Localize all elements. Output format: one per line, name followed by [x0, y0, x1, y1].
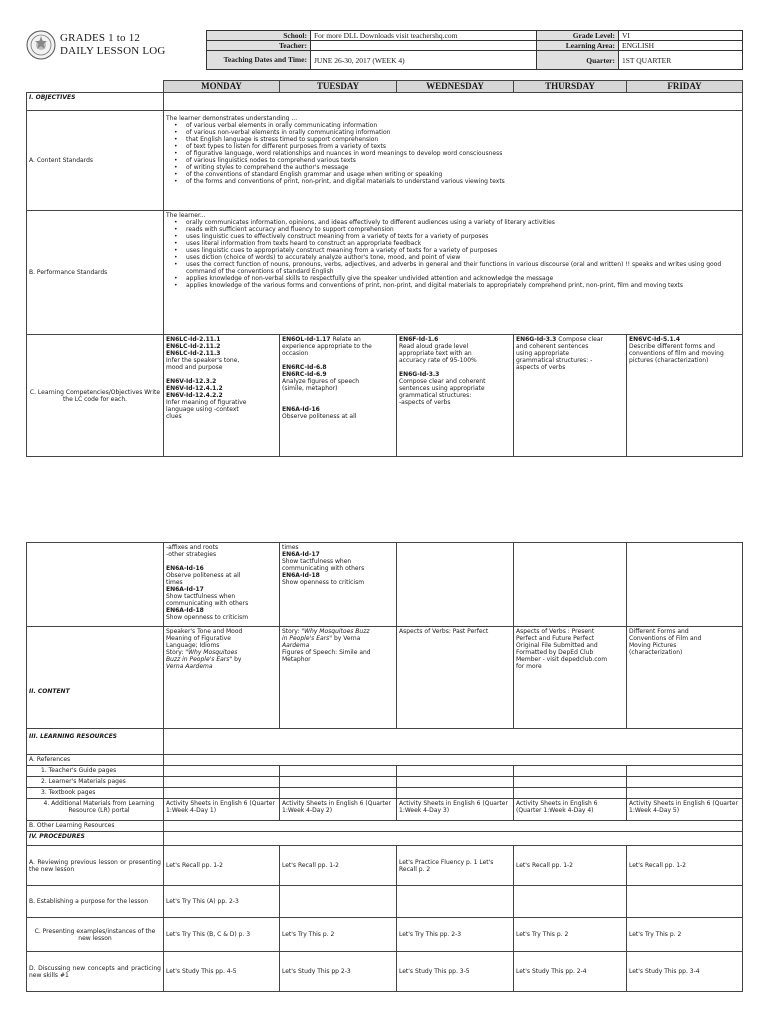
- day-monday: MONDAY: [164, 81, 280, 93]
- page-header: [26, 30, 742, 71]
- competency-continued-tuesday: [280, 543, 397, 627]
- competency-line: Infer meaning of figurative: [166, 399, 247, 406]
- performance-standards-cell: [164, 211, 743, 335]
- performance-standards-row: [27, 211, 743, 335]
- tg-thursday: [514, 766, 627, 777]
- procedure-c-tuesday: Let's Try This p. 2: [280, 918, 397, 952]
- procedure-row-a: [27, 846, 743, 886]
- lm-tuesday: [280, 777, 397, 788]
- competency-line: EN6F-Id-1.6: [399, 336, 439, 343]
- procedures-heading-blank: [164, 832, 743, 846]
- competency-line: Observe politeness at all: [282, 413, 357, 420]
- procedure-c-thursday: Let's Try This p. 2: [514, 918, 627, 952]
- procedure-label-a: A. Reviewing previous lesson or presenting the new lesson: [27, 846, 164, 886]
- competency-line: Show tactfulness when: [282, 558, 352, 565]
- tg-monday: [164, 766, 280, 777]
- competency-line: pictures (characterization): [629, 357, 709, 364]
- competency-line: mood and purpose: [166, 364, 223, 371]
- competency-line: EN6A-Id-17: [282, 551, 320, 558]
- performance-standard-item: • uses diction (choice of words) to accurately analyze author's tone, mood, and point of view: [186, 254, 740, 261]
- procedure-c-friday: Let's Try This p. 2: [627, 918, 743, 952]
- content-line: Different Forms and: [629, 628, 689, 635]
- content-line: Original File Submitted and: [516, 642, 598, 649]
- content-line: Language; Idioms: [166, 642, 220, 649]
- grade-level-label: Grade Level:: [537, 31, 619, 41]
- content-line: (characterization): [629, 649, 683, 656]
- procedure-d-tuesday: Let's Study This pp 2-3: [280, 952, 397, 992]
- procedure-d-monday: Let's Study This pp. 4-5: [164, 952, 280, 992]
- additional-monday: Activity Sheets in English 6 (Quarter 1:Week 4-Day 1): [164, 799, 280, 821]
- tb-monday: [164, 788, 280, 799]
- competency-line: Show tactfulness when: [166, 593, 236, 600]
- content-line: Aspects of Verbs: Past Perfect: [399, 628, 489, 635]
- content-line: Member - visit depedclub.com: [516, 656, 608, 663]
- competency-friday: [627, 335, 743, 457]
- log-title-line2: DAILY LESSON LOG: [60, 45, 166, 57]
- competency-line: Show openness to criticism: [166, 614, 249, 621]
- competency-line: Infer the speaker's tone,: [166, 357, 240, 364]
- competency-line: times: [282, 544, 299, 551]
- content-monday: [164, 627, 280, 729]
- competency-line: EN6LC-Id-2.11.3: [166, 350, 221, 357]
- procedure-b-friday: [627, 886, 743, 918]
- tb-friday: [627, 788, 743, 799]
- content-tuesday: [280, 627, 397, 729]
- competency-line: [282, 399, 394, 406]
- day-header-row: [27, 81, 743, 93]
- competency-line: Show openness to criticism: [282, 579, 365, 586]
- content-standards-cell: [164, 111, 743, 211]
- procedures-heading: IV. PROCEDURES: [27, 832, 164, 846]
- competencies-continued-row: [27, 543, 743, 627]
- learners-materials-row: [27, 777, 743, 788]
- references-row: [27, 755, 743, 766]
- procedure-b-wednesday: [397, 886, 514, 918]
- content-row: [27, 627, 743, 729]
- competency-line: EN6A-Id-16: [282, 406, 320, 413]
- resources-heading-blank: [164, 729, 743, 755]
- deped-seal-icon: [26, 30, 56, 60]
- tb-thursday: [514, 788, 627, 799]
- competency-line: communicating with others: [282, 565, 365, 572]
- content-wednesday: [397, 627, 514, 729]
- performance-standard-item: • applies knowledge of the various forms and conventions of print, non-print, and digital materials to appropriately comprehend print, non-print, film and moving texts: [186, 282, 740, 289]
- performance-standard-item: • uses linguistic cues to appropriately construct meaning from a variety of texts for a variety of purposes: [186, 247, 740, 254]
- content-line: Buzz in People's Ears" by: [166, 656, 242, 663]
- content-line: Moving Pictures: [629, 642, 677, 649]
- competency-line: conventions of film and moving: [629, 350, 724, 357]
- competency-line: EN6V-Id-12.4.2.2: [166, 392, 223, 399]
- competency-line: EN6G-Id-3.3: [399, 371, 440, 378]
- competency-line: language using -context: [166, 406, 239, 413]
- competencies-continued-label: [27, 543, 164, 627]
- content-line: Aspects of Verbs : Present: [516, 628, 595, 635]
- lm-monday: [164, 777, 280, 788]
- competency-line: EN6V-Id-12.4.1.2: [166, 385, 223, 392]
- competency-line: EN6LC-Id-2.11.2: [166, 343, 221, 350]
- competency-line: EN6LC-Id-2.11.1: [166, 336, 221, 343]
- competency-line: grammatical structures: -: [516, 357, 593, 364]
- competency-line: [282, 357, 394, 364]
- textbook-label: 3. Textbook pages: [27, 788, 164, 799]
- competency-tuesday: [280, 335, 397, 457]
- tb-tuesday: [280, 788, 397, 799]
- content-friday: [627, 627, 743, 729]
- school-value: For more DLL Downloads visit teachershq.com: [311, 31, 537, 41]
- procedure-a-friday: Let's Recall pp. 1-2: [627, 846, 743, 886]
- tb-wednesday: [397, 788, 514, 799]
- competency-line: experience appropriate to the: [282, 343, 372, 350]
- content-standard-item: • of text types to listen for different purposes from a variety of texts: [186, 143, 740, 150]
- content-line: Conventions of Film and: [629, 635, 702, 642]
- competency-line: sentences using appropriate: [399, 385, 485, 392]
- procedure-label-c: C. Presenting examples/instances of the new lesson: [27, 918, 164, 952]
- competency-line: EN6A-Id-18: [282, 572, 320, 579]
- references-blank: [164, 755, 743, 766]
- performance-standards-list: [166, 219, 740, 289]
- teachers-guide-label: 1. Teacher's Guide pages: [27, 766, 164, 777]
- competency-line: Analyze figures of speech: [282, 378, 360, 385]
- procedure-row-b: [27, 886, 743, 918]
- content-label: II. CONTENT: [27, 627, 164, 729]
- other-resources-row: [27, 821, 743, 832]
- day-wednesday: WEDNESDAY: [397, 81, 514, 93]
- additional-materials-row: [27, 799, 743, 821]
- content-standard-item: • of writing styles to comprehend the author's message: [186, 164, 740, 171]
- objectives-row: [27, 93, 743, 111]
- day-thursday: THURSDAY: [514, 81, 627, 93]
- performance-standard-item: • applies knowledge of non-verbal skills to respectfully give the speaker undivided attention and acknowledge the message: [186, 275, 740, 282]
- competency-continued-monday: [164, 543, 280, 627]
- competency-line: times: [166, 579, 183, 586]
- procedure-row-c: [27, 918, 743, 952]
- day-tuesday: TUESDAY: [280, 81, 397, 93]
- other-resources-label: B. Other Learning Resources: [27, 821, 164, 832]
- performance-standard-item: • reads with sufficient accuracy and fluency to support comprehension: [186, 226, 740, 233]
- content-line: Metaphor: [282, 656, 311, 663]
- procedure-a-monday: Let's Recall pp. 1-2: [164, 846, 280, 886]
- resources-heading-row: [27, 729, 743, 755]
- competency-line: using appropriate: [516, 350, 570, 357]
- competency-line: EN6A-Id-17: [166, 586, 204, 593]
- competency-line: EN6RC-Id-6.8: [282, 364, 327, 371]
- content-standard-item: • of the conventions of standard English grammar and usage when writing or speaking: [186, 171, 740, 178]
- content-standard-item: • that English language is stress timed to support comprehension: [186, 136, 740, 143]
- competency-line: Compose clear and coherent: [399, 378, 486, 385]
- procedure-c-wednesday: Let's Try This pp. 2-3: [397, 918, 514, 952]
- competency-line: -other strategies: [166, 551, 217, 558]
- procedure-d-friday: Let's Study This pp. 3-4: [627, 952, 743, 992]
- competency-line: appropriate text with an: [399, 350, 472, 357]
- content-standard-item: • of figurative language, word relationships and nuances in word meanings to develop word consciousness: [186, 150, 740, 157]
- competencies-row: [27, 335, 743, 457]
- lesson-table-page1: [26, 80, 743, 457]
- performance-standard-item: • orally communicates information, opinions, and ideas effectively to different audiences using a variety of literary activities: [186, 219, 740, 226]
- content-line: Perfect and Future Perfect: [516, 635, 595, 642]
- competency-line: [282, 392, 394, 399]
- competency-line: Observe politeness at all: [166, 572, 241, 579]
- quarter-value: 1ST QUARTER: [619, 51, 743, 70]
- content-line: Meaning of Figurative: [166, 635, 231, 642]
- competency-line: Describe different forms and: [629, 343, 715, 350]
- resources-heading: III. LEARNING RESOURCES: [27, 729, 164, 755]
- competency-continued-friday: [627, 543, 743, 627]
- performance-standard-item: • uses linguistic cues to effectively construct meaning from a variety of texts for a variety of purposes: [186, 233, 740, 240]
- procedure-b-thursday: [514, 886, 627, 918]
- procedure-label-d: D. Discussing new concepts and practicing new skills #1: [27, 952, 164, 992]
- objectives-blank: [164, 93, 743, 111]
- additional-materials-label: 4. Additional Materials from Learning Resource (LR) portal: [27, 799, 164, 821]
- competency-monday: [164, 335, 280, 457]
- competency-line: [166, 371, 277, 378]
- learning-area-value: ENGLISH: [619, 41, 743, 51]
- procedure-row-d: [27, 952, 743, 992]
- learners-materials-label: 2. Learner's Materials pages: [27, 777, 164, 788]
- competency-line: grammatical structures:: [399, 392, 472, 399]
- teachers-guide-row: [27, 766, 743, 777]
- content-standard-item: • of various verbal elements in orally communicating information: [186, 122, 740, 129]
- competency-line: occasion: [282, 350, 309, 357]
- competency-line: -aspects of verbs: [399, 399, 451, 406]
- competency-line: communicating with others: [166, 600, 249, 607]
- procedure-c-monday: Let's Try This (B, C & D) p. 3: [164, 918, 280, 952]
- content-line: for more: [516, 663, 542, 670]
- lm-thursday: [514, 777, 627, 788]
- procedure-a-thursday: Let's Recall pp. 1-2: [514, 846, 627, 886]
- procedure-a-tuesday: Let's Recall pp. 1-2: [280, 846, 397, 886]
- competency-line: clues: [166, 413, 182, 420]
- content-line: Formatted by DepEd Club: [516, 649, 594, 656]
- competency-line: EN6RC-Id-6.9: [282, 371, 327, 378]
- content-line: Figures of Speech: Simile and: [282, 649, 371, 656]
- competency-line: [166, 558, 277, 565]
- content-standard-item: • of various linguistics nodes to comprehend various texts: [186, 157, 740, 164]
- competency-wednesday: [397, 335, 514, 457]
- competency-line: EN6A-Id-16: [166, 565, 204, 572]
- procedure-b-monday: Let's Try This (A) pp. 2-3: [164, 886, 280, 918]
- additional-thursday: Activity Sheets in English 6 (Quarter 1:Week 4-Day 4): [514, 799, 627, 821]
- tg-tuesday: [280, 766, 397, 777]
- competency-line: EN6V-Id-12.3.2: [166, 378, 217, 385]
- competency-line: and coherent sentences: [516, 343, 589, 350]
- procedure-b-tuesday: [280, 886, 397, 918]
- competency-line: aspects of verbs: [516, 364, 566, 371]
- procedures-heading-row: [27, 832, 743, 846]
- content-line: Verna Aardema: [166, 663, 213, 670]
- competencies-label: C. Learning Competencies/Objectives Write the LC code for each.: [27, 335, 164, 457]
- performance-standards-label: B. Performance Standards: [27, 211, 164, 335]
- lm-friday: [627, 777, 743, 788]
- competency-line: [399, 364, 511, 371]
- additional-friday: Activity Sheets in English 6 (Quarter 1:Week 4-Day 5): [627, 799, 743, 821]
- day-friday: FRIDAY: [627, 81, 743, 93]
- tg-friday: [627, 766, 743, 777]
- procedure-label-b: B. Establishing a purpose for the lesson: [27, 886, 164, 918]
- procedure-d-thursday: Let's Study This pp. 2-4: [514, 952, 627, 992]
- grade-level-value: VI: [619, 31, 743, 41]
- performance-standard-item: • uses literal information from texts heard to construct an appropriate feedback: [186, 240, 740, 247]
- performance-standards-intro: The learner...: [166, 212, 206, 219]
- teaching-dates-label: Teaching Dates and Time:: [207, 51, 311, 70]
- content-standards-row: [27, 111, 743, 211]
- competency-continued-wednesday: [397, 543, 514, 627]
- textbook-row: [27, 788, 743, 799]
- school-label: School:: [207, 31, 311, 41]
- competency-line: accuracy rate of 95-100%: [399, 357, 477, 364]
- content-standards-intro: The learner demonstrates understanding ...: [166, 115, 298, 122]
- content-line: Story: "Why Mosquitoes: [166, 649, 238, 656]
- content-standards-label: A. Content Standards: [27, 111, 164, 211]
- content-line: Aardema: [282, 642, 310, 649]
- content-standards-list: [166, 122, 740, 185]
- competency-line: EN6A-Id-18: [166, 607, 204, 614]
- lesson-info-table: [206, 30, 743, 70]
- additional-wednesday: Activity Sheets in English 6 (Quarter 1:Week 4-Day 3): [397, 799, 514, 821]
- log-title: [60, 32, 230, 58]
- content-thursday: [514, 627, 627, 729]
- tg-wednesday: [397, 766, 514, 777]
- corner-cell: [27, 81, 164, 93]
- lesson-table-page2: [26, 542, 743, 992]
- competency-line: Read aloud grade level: [399, 343, 469, 350]
- competency-line: -affixes and roots: [166, 544, 219, 551]
- content-line: Speaker's Tone and Mood: [166, 628, 243, 635]
- teaching-dates-value: JUNE 26-30, 2017 (WEEK 4): [311, 51, 537, 70]
- teacher-label: Teacher:: [207, 41, 311, 51]
- additional-tuesday: Activity Sheets in English 6 (Quarter 1:Week 4-Day 2): [280, 799, 397, 821]
- competency-thursday: [514, 335, 627, 457]
- content-line: Story: "Why Mosquitoes Buzz: [282, 628, 370, 635]
- teacher-value: [311, 41, 537, 51]
- log-title-line1: GRADES 1 to 12: [60, 32, 141, 44]
- performance-standard-item: • uses the correct function of nouns, pronouns, verbs, adjectives, and adverbs in general and their functions in various discourse (oral and written) !! speaks and writes using good command of the conventions of standard English: [186, 261, 740, 275]
- other-resources-blank: [164, 821, 743, 832]
- competency-line: (simile, metaphor): [282, 385, 338, 392]
- content-line: in People's Ears" by Verna: [282, 635, 361, 642]
- learning-area-label: Learning Area:: [537, 41, 619, 51]
- procedure-a-wednesday: Let's Practice Fluency p. 1 Let's Recall p. 2: [397, 846, 514, 886]
- competency-line: EN6G-Id-3.3 Compose clear: [516, 336, 603, 343]
- competency-line: EN6VC-Id-5.1.4: [629, 336, 681, 343]
- procedure-d-wednesday: Let's Study This pp. 3-5: [397, 952, 514, 992]
- objectives-heading: I. OBJECTIVES: [27, 93, 164, 111]
- competency-continued-thursday: [514, 543, 627, 627]
- competency-line: EN6OL-Id-1.17 Relate an: [282, 336, 361, 343]
- lm-wednesday: [397, 777, 514, 788]
- content-standard-item: • of the forms and conventions of print, non-print, and digital materials to understand various viewing texts: [186, 178, 740, 185]
- references-label: A. References: [27, 755, 164, 766]
- quarter-label: Quarter:: [537, 51, 619, 70]
- content-standard-item: • of various non-verbal elements in orally communicating information: [186, 129, 740, 136]
